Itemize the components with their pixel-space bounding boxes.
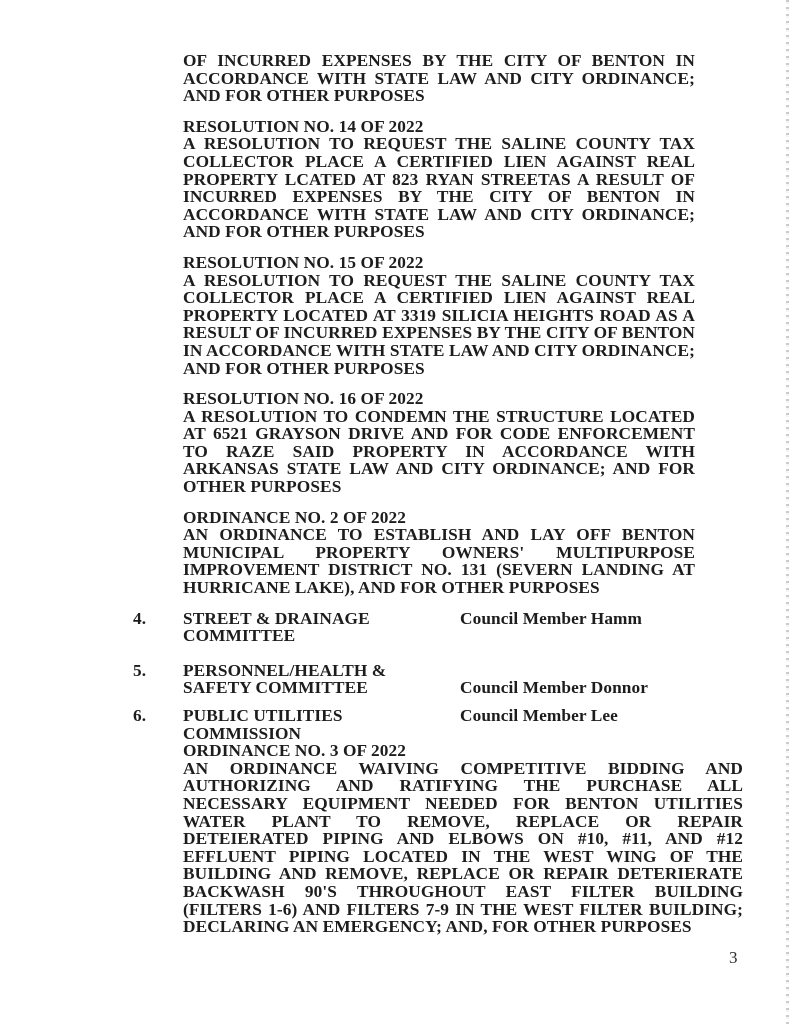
legislation-block — [183, 509, 695, 597]
agenda-item-4 — [133, 608, 695, 646]
legislation-heading: RESOLUTION NO. 14 OF 2022 — [183, 116, 424, 136]
legislation-body: A RESOLUTION TO CONDEMN THE STRUCTURE LOCATED AT 6521 GRAYSON DRIVE AND FOR CODE ENFORCEMENT TO RAZE SAID PROPERTY IN ACCORDANCE WITH ARKANSAS STATE LAW AND CITY ORDINANCE; AND FOR OTHER PURPOSES — [183, 406, 695, 497]
page-body-text — [133, 51, 743, 937]
committee-row — [183, 610, 695, 645]
agenda-item-5 — [133, 660, 695, 698]
ordinance-body: AN ORDINANCE WAIVING COMPETITIVE BIDDING AND AUTHORIZING AND RATIFYING THE PURCHASE ALL NECESSARY EQUIPMENT NEEDED FOR BENTON UTILITIES WATER PLANT TO REMOVE, REPLACE OR REPAIR DETEIERATED PIPING AND ELBOWS ON #10, #11, AND #12 EFFLUENT PIPING LOCATED IN THE WEST WING OF THE BUILDING AND REMOVE, REPLACE OR REPAIR DETERIERATE BACKWASH 90'S THROUGHOUT EAST FILTER BUILDING (FILTERS 1-6) AND FILTERS 7-9 IN THE WEST FILTER BUILDING; DECLARING AN EMERGENCY; AND, FOR OTHER PURPOSES — [183, 758, 743, 937]
committee-name: SAFETY COMMITTEE — [183, 678, 368, 698]
committee-name: PUBLIC UTILITIES COMMISSION — [183, 706, 343, 743]
legislation-block — [183, 254, 695, 377]
legislation-block — [183, 118, 695, 241]
legislation-heading: RESOLUTION NO. 15 OF 2022 — [183, 252, 424, 272]
legislation-body: A RESOLUTION TO REQUEST THE SALINE COUNTY TAX COLLECTOR PLACE A CERTIFIED LIEN AGAINST REAL PROPERTY LCATED AT 823 RYAN STREETAS A RESULT OF INCURRED EXPENSES BY THE CITY OF BENTON IN ACCORDANCE WITH STATE LAW AND CITY ORDINANCE; AND FOR OTHER PURPOSES — [183, 134, 695, 242]
legislation-body: A RESOLUTION TO REQUEST THE SALINE COUNTY TAX COLLECTOR PLACE A CERTIFIED LIEN AGAINST REAL PROPERTY LOCATED AT 3319 SILICIA HEIGHTS ROAD AS A RESULT OF INCURRED EXPENSES BY THE CITY OF BENTON IN ACCORDANCE WITH STATE LAW AND CITY ORDINANCE; AND FOR OTHER PURPOSES — [183, 270, 695, 378]
committee-row — [183, 679, 695, 697]
item-number: 5. — [133, 660, 147, 680]
council-member: Council Member Hamm — [460, 608, 643, 628]
item-number: 4. — [133, 608, 147, 628]
committee-name: STREET & DRAINAGE COMMITTEE — [183, 608, 370, 646]
committee-name: PERSONNEL/HEALTH & — [183, 660, 387, 680]
council-member: Council Member Lee — [460, 706, 618, 725]
legislation-heading: RESOLUTION NO. 16 OF 2022 — [183, 389, 424, 409]
page-number: 3 — [729, 948, 738, 967]
intro-paragraph: OF INCURRED EXPENSES BY THE CITY OF BENTON IN ACCORDANCE WITH STATE LAW AND CITY ORDINANCE; AND FOR OTHER PURPOSES — [183, 51, 695, 106]
committee-row — [183, 662, 695, 680]
ordinance-heading: ORDINANCE NO. 3 OF 2022 — [183, 741, 406, 761]
agenda-item-6 — [133, 706, 743, 937]
legislation-heading: ORDINANCE NO. 2 OF 2022 — [183, 507, 406, 527]
item-number: 6. — [133, 706, 147, 725]
committee-row — [183, 707, 695, 742]
council-member: Council Member Donnor — [460, 678, 649, 698]
scan-edge-artifact — [786, 0, 789, 1024]
legislation-body: AN ORDINANCE TO ESTABLISH AND LAY OFF BENTON MUNICIPAL PROPERTY OWNERS' MULTIPURPOSE IMPROVEMENT DISTRICT NO. 131 (SEVERN LANDING AT HURRICANE LAKE), AND FOR OTHER PURPOSES — [183, 525, 695, 598]
legislation-block — [183, 390, 695, 496]
